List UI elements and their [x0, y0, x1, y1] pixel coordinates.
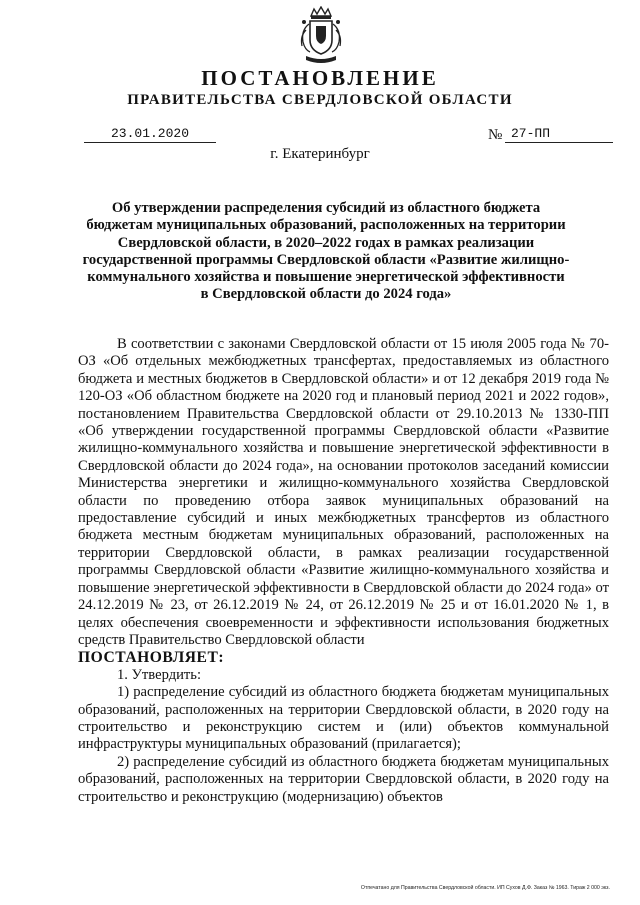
document-body	[78, 336, 609, 806]
document-title: ПОСТАНОВЛЕНИЕ	[201, 66, 439, 90]
print-footer: Отпечатано для Правительства Свердловской области. ИП Сухов Д.Ф. Заказ № 1963. Тираж 2 000 экз.	[360, 885, 610, 891]
document-heading: Об утверждении распределения субсидий из областного бюджета бюджетам муниципальных образований, расположенных на территории Свердловской области, в 2020–2022 годах в рамках реализации государственной программы Свердловской области «Развитие жилищно-коммунального хозяйства и повышение энергетической эффективности в Свердловской области до 2024 года»	[82, 200, 570, 303]
number-sign: №	[488, 127, 503, 143]
document-city: г. Екатеринбург	[270, 146, 370, 162]
document-date: 23.01.2020	[84, 125, 216, 143]
document-number: 27-ПП	[505, 125, 613, 143]
document-subtitle: ПРАВИТЕЛЬСТВА СВЕРДЛОВСКОЙ ОБЛАСТИ	[127, 92, 513, 108]
paragraph-item-1-1: 1) распределение субсидий из областного бюджета бюджетам муниципальных образований, расположенных на территории Свердловской области, в 2020 году на строительство и реконструкцию систем и (или) объектов коммунальной инфраструктуры муниципальных образований (прилагается);	[78, 684, 609, 753]
paragraph-item-1-2: 2) распределение субсидий из областного бюджета бюджетам муниципальных образований, расположенных на территории Свердловской области, в 2020 году на строительство и реконструкцию (модернизацию) объектов	[78, 753, 609, 805]
paragraph-item-1: 1. Утвердить:	[117, 666, 202, 683]
resolves-heading: ПОСТАНОВЛЯЕТ:	[78, 649, 225, 667]
paragraph-preamble: В соответствии с законами Свердловской области от 15 июля 2005 года № 70-ОЗ «Об отдельных межбюджетных трансфертах, предоставляемых из областного бюджета и местных бюджетов в Свердловской области» и от 12 декабря 2019 года № 120-ОЗ «Об областном бюджете на 2020 год и плановый период 2021 и 2022 годов», постановлением Правительства Свердловской области от 29.10.2013 № 1330-ПП «Об утверждении государственной программы Свердловской области «Развитие жилищно-коммунального хозяйства и повышение энергетической эффективности в Свердловской области до 2024 года», на основании протоколов заседаний комиссии Министерства энергетики и жилищно-коммунального хозяйства Свердловской области по проведению отбора заявок муниципальных образований на предоставление субсидий и иных межбюджетных трансфертов из областного бюджета местным бюджетам муниципальных образований, расположенных на территории Свердловской области, в рамках реализации государственной программы Свердловской области «Развитие жилищно-коммунального хозяйства и повышение энергетической эффективности в Свердловской области до 2024 года» от 24.12.2019 № 23, от 26.12.2019 № 24, от 26.12.2019 № 25 и от 16.01.2020 № 1, в целях обеспечения своевременности и эффективности использования бюджетных средств Правительство Свердловской области	[78, 336, 609, 648]
coat-of-arms-icon	[298, 6, 344, 68]
